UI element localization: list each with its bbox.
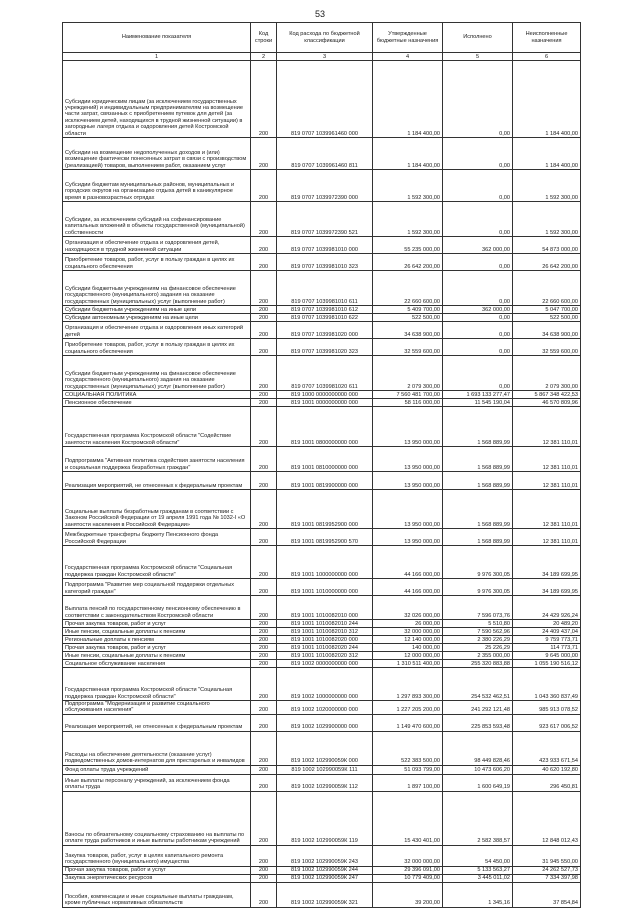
row-name: Социальное обслуживание населения	[63, 660, 251, 668]
row-name: Иные пенсии, социальные доплаты к пенсиям	[63, 652, 251, 660]
row-name: Межбюджетные трансферты бюджету Пенсионного фонда Российской Федерации	[63, 529, 251, 546]
row-code: 200	[251, 660, 277, 668]
row-unexecuted: 24 262 527,73	[513, 866, 581, 874]
table-row	[63, 322, 581, 339]
row-name: Субсидии бюджетным учреждениям на финансовое обеспечение государственного (муниципального) задания на оказание государственных (муниципальных) услуг (выполнение работ)	[63, 271, 251, 306]
row-name: Государственная программа Костромской области "Содействие занятости населения Костромской области"	[63, 407, 251, 447]
row-code: 200	[251, 874, 277, 882]
row-approved: 1 592 300,00	[373, 170, 443, 202]
row-code: 200	[251, 356, 277, 391]
row-classification: 819 0707 1039981010 611	[277, 271, 373, 306]
row-approved: 7 560 481 700,00	[373, 391, 443, 399]
row-approved: 34 638 900,00	[373, 322, 443, 339]
table-row	[63, 731, 581, 765]
row-unexecuted: 1 055 190 516,12	[513, 660, 581, 668]
row-unexecuted: 32 559 600,00	[513, 339, 581, 356]
row-executed: 1 568 889,99	[443, 472, 513, 490]
table-row	[63, 61, 581, 138]
row-unexecuted: 5 867 348 422,53	[513, 391, 581, 399]
row-name: Иные пенсии, социальные доплаты к пенсиям	[63, 628, 251, 636]
row-classification: 819 0707 1039981020 611	[277, 356, 373, 391]
row-name: Закупка товаров, работ, услуг в целях капитального ремонта государственного (муниципального) имущества	[63, 845, 251, 866]
row-code: 200	[251, 339, 277, 356]
row-name: Прочая закупка товаров, работ и услуг	[63, 866, 251, 874]
row-approved: 32 000 000,00	[373, 628, 443, 636]
row-unexecuted: 12 381 110,01	[513, 490, 581, 529]
row-classification: 819 1001 1010082010 312	[277, 628, 373, 636]
row-code: 200	[251, 322, 277, 339]
header-classification: Код расхода по бюджетной классификации	[277, 23, 373, 53]
row-executed: 0,00	[443, 271, 513, 306]
table-row	[63, 668, 581, 701]
row-executed: 362 000,00	[443, 237, 513, 254]
row-unexecuted: 923 617 006,52	[513, 714, 581, 731]
row-unexecuted: 1 184 400,00	[513, 138, 581, 170]
row-code: 200	[251, 170, 277, 202]
row-executed: 5 510,80	[443, 620, 513, 628]
row-approved: 5 409 700,00	[373, 306, 443, 314]
row-approved: 1 184 400,00	[373, 61, 443, 138]
row-approved: 13 950 000,00	[373, 472, 443, 490]
row-code: 200	[251, 620, 277, 628]
table-row	[63, 271, 581, 306]
row-executed: 10 473 606,20	[443, 765, 513, 774]
row-code: 200	[251, 399, 277, 407]
row-code: 200	[251, 628, 277, 636]
row-classification: 819 1001 1000000000 000	[277, 546, 373, 579]
row-approved: 58 116 000,00	[373, 399, 443, 407]
row-classification: 819 1002 1020000000 000	[277, 701, 373, 715]
row-unexecuted: 5 047 700,00	[513, 306, 581, 314]
row-code: 200	[251, 314, 277, 322]
row-approved: 1 592 300,00	[373, 202, 443, 237]
column-index: 1	[63, 53, 251, 61]
row-classification: 819 1001 1010082010 000	[277, 596, 373, 620]
row-unexecuted: 12 381 110,01	[513, 407, 581, 447]
row-name: Субсидии бюджетам муниципальных районов, муниципальных и городских округов на организацию отдыха детей в каникулярное время в разновозрастных отрядах	[63, 170, 251, 202]
row-approved: 1 184 400,00	[373, 138, 443, 170]
row-name: Субсидии юридическим лицам (за исключением государственных учреждений) и индивидуальным предпринимателям на возмещение части затрат, связанных с приобретением путевок для детей (за исключением детей, находящихся в трудной жизненной ситуации) в загородные лагеря отдыха и оздоровления детей Костромской области	[63, 61, 251, 138]
row-approved: 140 000,00	[373, 644, 443, 652]
table-row	[63, 644, 581, 652]
row-approved: 1 227 205 200,00	[373, 701, 443, 715]
row-approved: 13 950 000,00	[373, 529, 443, 546]
row-executed: 2 355 000,00	[443, 652, 513, 660]
row-unexecuted: 985 913 078,52	[513, 701, 581, 715]
table-row	[63, 620, 581, 628]
table-row	[63, 652, 581, 660]
row-executed: 255 320 883,88	[443, 660, 513, 668]
row-name: Прочая закупка товаров, работ и услуг	[63, 644, 251, 652]
table-row	[63, 866, 581, 874]
row-executed: 7 596 073,76	[443, 596, 513, 620]
row-classification: 819 1001 1010082010 244	[277, 620, 373, 628]
row-unexecuted: 12 381 110,01	[513, 472, 581, 490]
row-classification: 819 1002 102990059К 244	[277, 866, 373, 874]
row-name: Закупка энергетических ресурсов	[63, 874, 251, 882]
row-classification: 819 1002 1029900000 000	[277, 714, 373, 731]
row-unexecuted: 34 189 699,95	[513, 546, 581, 579]
header-approved: Утвержденные бюджетные назначения	[373, 23, 443, 53]
row-unexecuted: 522 500,00	[513, 314, 581, 322]
row-name: Государственная программа Костромской области "Социальная поддержка граждан Костромской области"	[63, 668, 251, 701]
row-executed: 0,00	[443, 61, 513, 138]
row-unexecuted: 9 759 773,71	[513, 636, 581, 644]
row-classification: 819 0707 1039972390 521	[277, 202, 373, 237]
table-row	[63, 254, 581, 271]
row-code: 200	[251, 579, 277, 596]
row-unexecuted: 24 429 926,24	[513, 596, 581, 620]
row-executed: 1 568 889,99	[443, 407, 513, 447]
row-code: 200	[251, 866, 277, 874]
row-unexecuted: 46 570 809,96	[513, 399, 581, 407]
row-classification: 819 0707 1039972390 000	[277, 170, 373, 202]
table-row	[63, 660, 581, 668]
row-unexecuted: 1 043 360 837,49	[513, 668, 581, 701]
row-name: Субсидии на возмещение недополученных доходов и (или) возмещение фактически понесенных затрат в связи с производством (реализацией) товаров, выполнением работ, оказанием услуг	[63, 138, 251, 170]
row-unexecuted: 1 592 300,00	[513, 202, 581, 237]
row-approved: 12 000 000,00	[373, 652, 443, 660]
table-row	[63, 490, 581, 529]
row-executed: 2 582 388,57	[443, 791, 513, 845]
row-executed: 0,00	[443, 138, 513, 170]
row-name: Фонд оплаты труда учреждений	[63, 765, 251, 774]
row-classification: 819 0707 1039981020 323	[277, 339, 373, 356]
row-name: Подпрограмма "Модернизация и развитие социального обслуживания населения"	[63, 701, 251, 715]
row-approved: 44 166 000,00	[373, 579, 443, 596]
row-unexecuted: 24 409 437,04	[513, 628, 581, 636]
row-unexecuted: 12 381 110,01	[513, 447, 581, 472]
row-code: 200	[251, 447, 277, 472]
row-classification: 819 1002 1000000000 000	[277, 668, 373, 701]
row-approved: 32 000 000,00	[373, 845, 443, 866]
row-classification: 819 0707 1039981020 000	[277, 322, 373, 339]
row-unexecuted: 1 592 300,00	[513, 170, 581, 202]
row-code: 200	[251, 472, 277, 490]
row-executed: 0,00	[443, 339, 513, 356]
table-row	[63, 874, 581, 882]
row-name: Приобретение товаров, работ, услуг в пользу граждан в целях их социального обеспечения	[63, 254, 251, 271]
row-classification: 819 1002 102990059К 119	[277, 791, 373, 845]
row-approved: 15 430 401,00	[373, 791, 443, 845]
row-approved: 22 660 600,00	[373, 271, 443, 306]
row-approved: 13 950 000,00	[373, 407, 443, 447]
row-executed: 0,00	[443, 202, 513, 237]
row-approved: 522 500,00	[373, 314, 443, 322]
row-approved: 44 166 000,00	[373, 546, 443, 579]
column-index-row	[63, 53, 581, 61]
header-name: Наименование показателя	[63, 23, 251, 53]
table-row	[63, 882, 581, 907]
table-row	[63, 202, 581, 237]
row-code: 200	[251, 407, 277, 447]
row-approved: 26 642 200,00	[373, 254, 443, 271]
page-number: 53	[314, 9, 325, 19]
row-name: Приобретение товаров, работ, услуг в пользу граждан в целях их социального обеспечения	[63, 339, 251, 356]
row-classification: 819 1001 0819900000 000	[277, 472, 373, 490]
row-classification: 819 1002 102990059К 112	[277, 774, 373, 791]
row-approved: 26 000,00	[373, 620, 443, 628]
row-name: Расходы на обеспечение деятельности (оказание услуг) подведомственных домов-интернатов для престарелых и инвалидов	[63, 731, 251, 765]
row-executed: 2 380 226,29	[443, 636, 513, 644]
row-executed: 0,00	[443, 356, 513, 391]
row-approved: 1 310 511 400,00	[373, 660, 443, 668]
row-classification: 819 1001 0819952900 570	[277, 529, 373, 546]
table-body	[63, 61, 581, 908]
row-approved: 39 200,00	[373, 882, 443, 907]
column-index: 2	[251, 53, 277, 61]
row-code: 200	[251, 271, 277, 306]
row-executed: 0,00	[443, 314, 513, 322]
row-executed: 9 976 300,05	[443, 579, 513, 596]
column-index: 3	[277, 53, 373, 61]
row-name: Субсидии, за исключением субсидий на софинансирование капитальных вложений в объекты государственной (муниципальной) собственности	[63, 202, 251, 237]
row-unexecuted: 34 638 900,00	[513, 322, 581, 339]
row-code: 200	[251, 714, 277, 731]
table-header-row	[63, 23, 581, 53]
table-row	[63, 628, 581, 636]
row-approved: 32 559 600,00	[373, 339, 443, 356]
row-approved: 1 897 100,00	[373, 774, 443, 791]
row-code: 200	[251, 845, 277, 866]
row-classification: 819 1001 1010000000 000	[277, 579, 373, 596]
row-executed: 1 568 889,99	[443, 447, 513, 472]
row-classification: 819 1001 0000000000 000	[277, 399, 373, 407]
table-row	[63, 399, 581, 407]
row-approved: 1 149 470 600,00	[373, 714, 443, 731]
row-executed: 1 600 649,19	[443, 774, 513, 791]
row-name: Субсидии автономным учреждениям на иные цели	[63, 314, 251, 322]
table-row	[63, 774, 581, 791]
table-row	[63, 596, 581, 620]
row-classification: 819 1002 102990059К 247	[277, 874, 373, 882]
table-row	[63, 579, 581, 596]
row-classification: 819 0707 1039981010 000	[277, 237, 373, 254]
row-unexecuted: 34 189 699,95	[513, 579, 581, 596]
row-name: Социальные выплаты безработным гражданам в соответствии с Законом Российской Федерации от 19 апреля 1991 года № 1032-I «О занятости населения в Российской Федерации»	[63, 490, 251, 529]
row-executed: 7 590 562,96	[443, 628, 513, 636]
row-name: Взносы по обязательному социальному страхованию на выплаты по оплате труда работников и иные выплаты работникам учреждений	[63, 791, 251, 845]
row-executed: 54 450,00	[443, 845, 513, 866]
row-classification: 819 0707 1039961460 811	[277, 138, 373, 170]
column-index: 5	[443, 53, 513, 61]
row-code: 200	[251, 202, 277, 237]
table-row	[63, 845, 581, 866]
row-code: 200	[251, 138, 277, 170]
row-classification: 819 1000 0000000000 000	[277, 391, 373, 399]
row-classification: 819 1001 0810000000 000	[277, 447, 373, 472]
row-executed: 11 545 190,04	[443, 399, 513, 407]
row-code: 200	[251, 529, 277, 546]
row-executed: 25 226,29	[443, 644, 513, 652]
row-code: 200	[251, 765, 277, 774]
row-executed: 0,00	[443, 254, 513, 271]
row-unexecuted: 1 184 400,00	[513, 61, 581, 138]
row-executed: 1 345,16	[443, 882, 513, 907]
row-executed: 1 568 889,99	[443, 529, 513, 546]
budget-execution-table	[62, 22, 581, 908]
row-code: 200	[251, 701, 277, 715]
row-approved: 32 026 000,00	[373, 596, 443, 620]
header-code: Код строки	[251, 23, 277, 53]
row-classification: 819 0707 1039981010 323	[277, 254, 373, 271]
row-classification: 819 1002 102990059К 000	[277, 731, 373, 765]
row-code: 200	[251, 254, 277, 271]
row-approved: 10 779 409,00	[373, 874, 443, 882]
row-unexecuted: 20 489,20	[513, 620, 581, 628]
table-row	[63, 356, 581, 391]
row-name: Прочая закупка товаров, работ и услуг	[63, 620, 251, 628]
row-approved: 522 383 500,00	[373, 731, 443, 765]
row-classification: 819 1001 0800000000 000	[277, 407, 373, 447]
row-code: 200	[251, 61, 277, 138]
table-row	[63, 791, 581, 845]
row-unexecuted: 26 642 200,00	[513, 254, 581, 271]
row-unexecuted: 9 645 000,00	[513, 652, 581, 660]
table-row	[63, 529, 581, 546]
row-executed: 225 853 593,48	[443, 714, 513, 731]
row-code: 200	[251, 882, 277, 907]
row-executed: 5 133 563,27	[443, 866, 513, 874]
table-row	[63, 170, 581, 202]
column-index: 4	[373, 53, 443, 61]
row-executed: 0,00	[443, 170, 513, 202]
row-unexecuted: 40 620 192,80	[513, 765, 581, 774]
row-unexecuted: 7 334 397,98	[513, 874, 581, 882]
row-code: 200	[251, 596, 277, 620]
table-row	[63, 237, 581, 254]
row-unexecuted: 2 079 300,00	[513, 356, 581, 391]
row-approved: 51 093 799,00	[373, 765, 443, 774]
row-name: Пенсионное обеспечение	[63, 399, 251, 407]
row-classification: 819 1002 102990059К 111	[277, 765, 373, 774]
row-unexecuted: 12 381 110,01	[513, 529, 581, 546]
row-classification: 819 0707 1039961460 000	[277, 61, 373, 138]
row-name: Иные выплаты персоналу учреждений, за исключением фонда оплаты труда	[63, 774, 251, 791]
row-classification: 819 1002 102990059К 243	[277, 845, 373, 866]
row-name: Субсидии бюджетным учреждениям на иные цели	[63, 306, 251, 314]
row-classification: 819 1002 0000000000 000	[277, 660, 373, 668]
table-row	[63, 765, 581, 774]
row-executed: 241 292 121,48	[443, 701, 513, 715]
table-row	[63, 314, 581, 322]
header-unexecuted: Неисполненные назначения	[513, 23, 581, 53]
row-code: 200	[251, 636, 277, 644]
row-unexecuted: 54 873 000,00	[513, 237, 581, 254]
row-name: Пособия, компенсации и иные социальные выплаты гражданам, кроме публичных нормативных обязательств	[63, 882, 251, 907]
row-code: 200	[251, 791, 277, 845]
table-row	[63, 714, 581, 731]
row-approved: 2 079 300,00	[373, 356, 443, 391]
row-classification: 819 0707 1039981010 612	[277, 306, 373, 314]
row-approved: 13 950 000,00	[373, 490, 443, 529]
row-code: 200	[251, 774, 277, 791]
table-row	[63, 407, 581, 447]
row-classification: 819 1002 102990059К 321	[277, 882, 373, 907]
row-classification: 819 1001 1010082020 312	[277, 652, 373, 660]
row-code: 200	[251, 731, 277, 765]
row-executed: 98 449 828,46	[443, 731, 513, 765]
row-code: 200	[251, 306, 277, 314]
row-name: Подпрограмма "Развитие мер социальной поддержки отдельных категорий граждан"	[63, 579, 251, 596]
row-approved: 12 140 000,00	[373, 636, 443, 644]
row-approved: 1 297 893 300,00	[373, 668, 443, 701]
row-approved: 13 950 000,00	[373, 447, 443, 472]
row-unexecuted: 22 660 600,00	[513, 271, 581, 306]
row-executed: 1 568 889,99	[443, 490, 513, 529]
table-row	[63, 636, 581, 644]
row-name: СОЦИАЛЬНАЯ ПОЛИТИКА	[63, 391, 251, 399]
table-row	[63, 391, 581, 399]
table-row	[63, 339, 581, 356]
row-name: Выплата пенсий по государственному пенсионному обеспечению в соответствии с законодательством Костромской области	[63, 596, 251, 620]
row-unexecuted: 114 773,71	[513, 644, 581, 652]
row-classification: 819 1001 1010082020 000	[277, 636, 373, 644]
table-row	[63, 701, 581, 715]
row-name: Реализация мероприятий, не отнесенных к федеральным проектам	[63, 472, 251, 490]
table-row	[63, 138, 581, 170]
row-code: 200	[251, 668, 277, 701]
row-classification: 819 0707 1039981010 622	[277, 314, 373, 322]
row-executed: 9 976 300,05	[443, 546, 513, 579]
table-row	[63, 447, 581, 472]
row-name: Подпрограмма "Активная политика содействия занятости населения и социальная поддержка безработных граждан"	[63, 447, 251, 472]
row-code: 200	[251, 490, 277, 529]
row-name: Организация и обеспечение отдыха и оздоровления иных категорий детей	[63, 322, 251, 339]
row-executed: 254 532 462,51	[443, 668, 513, 701]
row-code: 200	[251, 652, 277, 660]
row-name: Субсидии бюджетным учреждениям на финансовое обеспечение государственного (муниципального) задания на оказание государственных (муниципальных) услуг (выполнение работ)	[63, 356, 251, 391]
row-name: Организация и обеспечение отдыха и оздоровления детей, находящихся в трудной жизненной ситуации	[63, 237, 251, 254]
row-code: 200	[251, 237, 277, 254]
row-approved: 55 235 000,00	[373, 237, 443, 254]
row-executed: 362 000,00	[443, 306, 513, 314]
row-approved: 29 396 091,00	[373, 866, 443, 874]
row-executed: 3 445 011,02	[443, 874, 513, 882]
row-code: 200	[251, 391, 277, 399]
row-name: Реализация мероприятий, не отнесенных к федеральным проектам	[63, 714, 251, 731]
row-executed: 1 693 133 277,47	[443, 391, 513, 399]
row-classification: 819 1001 1010082020 244	[277, 644, 373, 652]
row-unexecuted: 296 450,81	[513, 774, 581, 791]
row-executed: 0,00	[443, 322, 513, 339]
header-executed: Исполнено	[443, 23, 513, 53]
row-code: 200	[251, 644, 277, 652]
table-row	[63, 306, 581, 314]
row-unexecuted: 31 945 550,00	[513, 845, 581, 866]
row-unexecuted: 12 848 012,43	[513, 791, 581, 845]
table-row	[63, 546, 581, 579]
row-unexecuted: 423 933 671,54	[513, 731, 581, 765]
table-row	[63, 472, 581, 490]
row-classification: 819 1001 0819952900 000	[277, 490, 373, 529]
row-name: Государственная программа Костромской области "Социальная поддержка граждан Костромской области"	[63, 546, 251, 579]
row-unexecuted: 37 854,84	[513, 882, 581, 907]
row-name: Региональные доплаты к пенсиям	[63, 636, 251, 644]
column-index: 6	[513, 53, 581, 61]
row-code: 200	[251, 546, 277, 579]
